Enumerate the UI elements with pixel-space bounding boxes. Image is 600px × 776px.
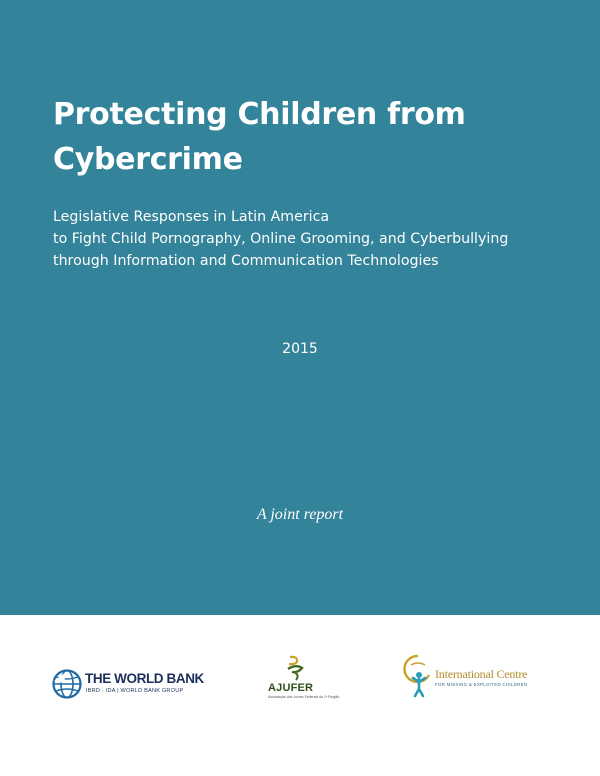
ajufer-name: AJUFER — [268, 682, 314, 694]
report-title: Protecting Children from Cybercrime — [53, 97, 466, 177]
ajufer-subtitle: Associação dos Juízes Federais da 1ª Região — [268, 695, 340, 699]
report-subtitle — [53, 206, 573, 272]
subtitle-line: Legislative Responses in Latin America — [53, 209, 330, 225]
partner-logos-footer — [0, 615, 600, 776]
world-bank-logo — [52, 667, 222, 703]
icmec-emblem-icon — [402, 653, 434, 699]
globe-icon — [52, 669, 82, 699]
report-year: 2015 — [282, 341, 318, 357]
ajufer-emblem-icon — [284, 655, 308, 681]
report-tagline: A joint report — [256, 506, 344, 523]
subtitle-line: through Information and Communication Technologies — [53, 253, 439, 269]
ajufer-logo — [262, 655, 340, 701]
icmec-subtitle: FOR MISSING & EXPLOITED CHILDREN — [435, 682, 528, 687]
icmec-logo — [402, 653, 552, 701]
subtitle-line: to Fight Child Pornography, Online Grooming, and Cyberbullying — [53, 231, 509, 247]
icmec-name: International Centre — [435, 667, 528, 681]
world-bank-subtitle: IBRD · IDA | WORLD BANK GROUP — [86, 688, 184, 694]
world-bank-name: THE WORLD BANK — [85, 671, 204, 686]
